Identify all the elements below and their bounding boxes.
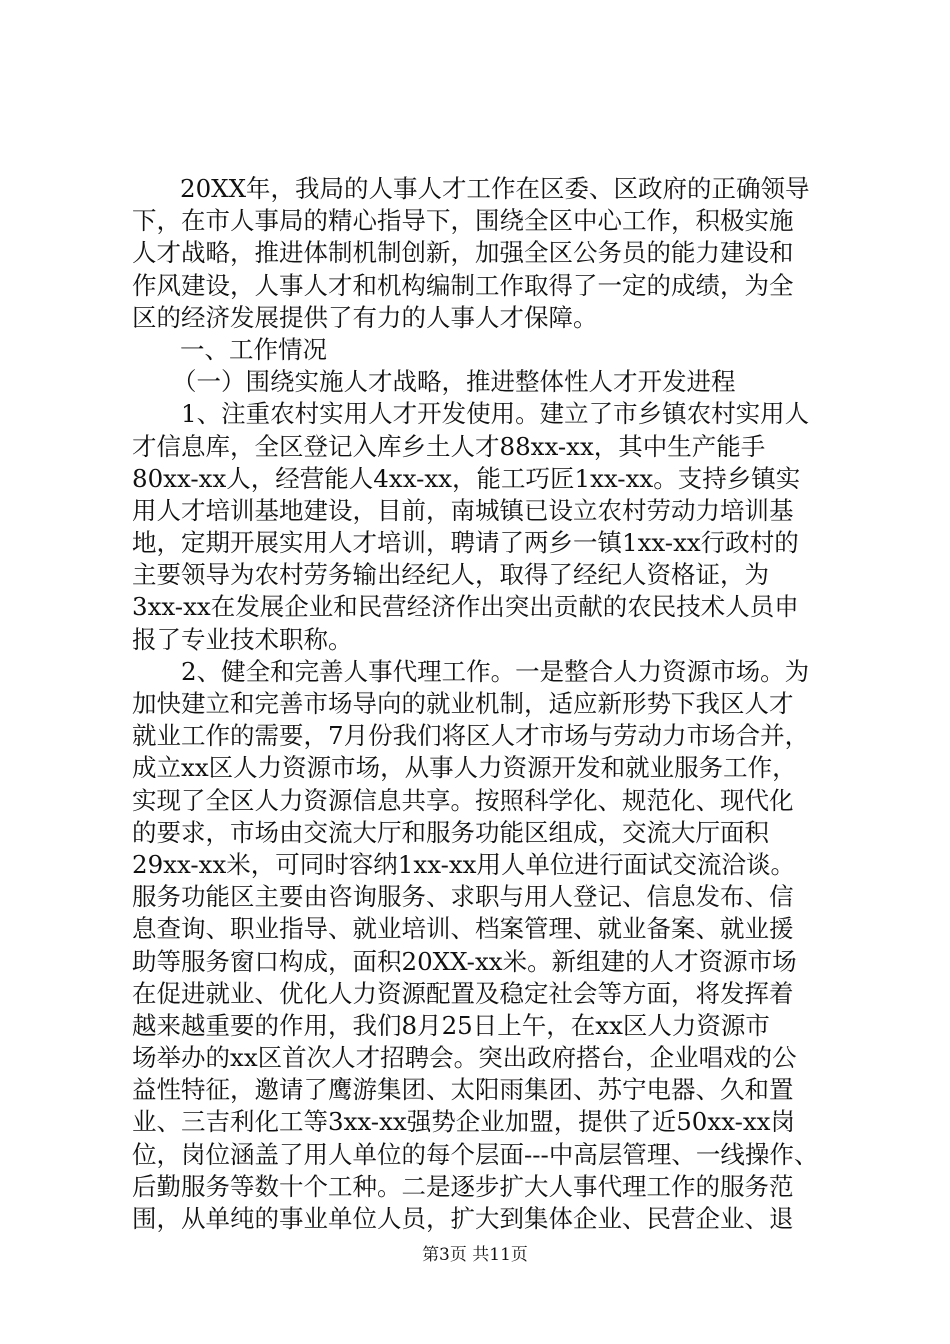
text-line: 服务功能区主要由咨询服务、求职与用人登记、信息发布、信 bbox=[132, 882, 794, 912]
text-line: 作风建设，人事人才和机构编制工作取得了一定的成绩，为全 bbox=[132, 270, 794, 300]
text-line: 20XX年，我局的人事人才工作在区委、区政府的正确领导 bbox=[180, 174, 810, 203]
text-line: 实现了全区人力资源信息共享。按照科学化、规范化、现代化 bbox=[132, 785, 794, 815]
text-line: 就业工作的需要，7月份我们将区人才市场与劳动力市场合并， bbox=[132, 721, 810, 751]
text-line: 成立xx区人力资源市场，从事人力资源开发和就业服务工作， bbox=[132, 753, 797, 783]
text-line: 后勤服务等数十个工种。二是逐步扩大人事代理工作的服务范 bbox=[132, 1171, 794, 1201]
text-line: 的要求，市场由交流大厅和服务功能区组成，交流大厅面积 bbox=[132, 817, 769, 847]
section-heading: 一、工作情况 bbox=[180, 334, 327, 364]
text-line: 加快建立和完善市场导向的就业机制，适应新形势下我区人才 bbox=[132, 689, 794, 718]
text-line: 主要领导为农村劳务输出经纪人，取得了经纪人资格证，为 bbox=[132, 560, 769, 590]
text-line: 围，从单纯的事业单位人员，扩大到集体企业、民营企业、退 bbox=[132, 1204, 794, 1233]
text-line: 2、健全和完善人事代理工作。一是整合人力资源市场。为 bbox=[181, 656, 810, 686]
text-line: 下，在市人事局的精心指导下，围绕全区中心工作，积极实施 bbox=[132, 206, 794, 236]
text-line: 在促进就业、优化人力资源配置及稳定社会等方面，将发挥着 bbox=[132, 978, 794, 1008]
text-line: 用人才培训基地建设，目前，南城镇已设立农村劳动力培训基 bbox=[132, 495, 794, 525]
text-line: 助等服务窗口构成，面积20XX-xx米。新组建的人才资源市场 bbox=[132, 946, 797, 976]
text-line: 3xx-xx在发展企业和民营经济作出突出贡献的农民技术人员申 bbox=[132, 592, 799, 622]
text-line: 益性特征，邀请了鹰游集团、太阳雨集团、苏宁电器、久和置 bbox=[132, 1075, 794, 1105]
text-line: 地，定期开展实用人才培训，聘请了两乡一镇1xx-xx行政村的 bbox=[132, 528, 799, 558]
text-line: 1、注重农村实用人才开发使用。建立了市乡镇农村实用人 bbox=[181, 399, 810, 429]
text-line: 29xx-xx米，可同时容纳1xx-xx用人单位进行面试交流洽谈。 bbox=[132, 849, 795, 879]
text-line: 越来越重要的作用，我们8月25日上午，在xx区人力资源市 bbox=[132, 1010, 770, 1040]
page-number-footer: 第3页 共11页 bbox=[422, 1245, 528, 1265]
text-line: 区的经济发展提供了有力的人事人才保障。 bbox=[132, 302, 598, 332]
subsection-heading: （一）围绕实施人才战略，推进整体性人才开发进程 bbox=[172, 367, 736, 397]
document-body bbox=[132, 173, 832, 1235]
text-line: 才信息库，全区登记入库乡土人才88xx-xx，其中生产能手 bbox=[132, 431, 766, 461]
text-line: 报了专业技术职称。 bbox=[132, 624, 353, 654]
text-line: 80xx-xx人，经营能人4xx-xx，能工巧匠1xx-xx。支持乡镇实 bbox=[132, 463, 801, 493]
text-line: 人才战略，推进体制机制创新，加强全区公务员的能力建设和 bbox=[132, 238, 794, 268]
text-line: 息查询、职业指导、就业培训、档案管理、就业备案、就业援 bbox=[132, 914, 794, 944]
text-line: 场举办的xx区首次人才招聘会。突出政府搭台，企业唱戏的公 bbox=[132, 1043, 797, 1073]
text-line: 业、三吉利化工等3xx-xx强势企业加盟，提供了近50xx-xx岗 bbox=[132, 1107, 795, 1137]
text-line: 位，岗位涵盖了用人单位的每个层面---中高层管理、一线操作、 bbox=[132, 1139, 819, 1169]
